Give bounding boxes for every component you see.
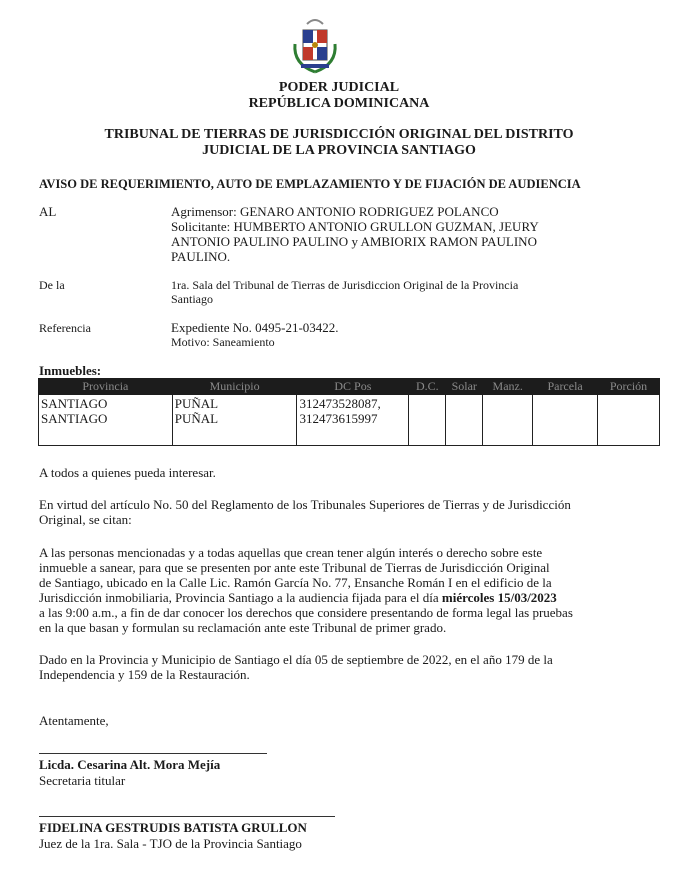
signer2-name: FIDELINA GESTRUDIS BATISTA GRULLON bbox=[39, 820, 307, 835]
al-applicant-line2: ANTONIO PAULINO PAULINO y AMBIORIX RAMON PAULINO bbox=[171, 234, 537, 249]
al-surveyor: Agrimensor: GENARO ANTONIO RODRIGUEZ POLANCO bbox=[171, 204, 499, 219]
signer2-title: Juez de la 1ra. Sala - TJO de la Provincia Santiago bbox=[39, 836, 302, 851]
summons-line4 bbox=[39, 590, 557, 605]
referencia-label: Referencia bbox=[39, 321, 91, 335]
tribunal-name-line1: TRIBUNAL DE TIERRAS DE JURISDICCIÓN ORIGINAL DEL DISTRITO bbox=[104, 127, 574, 142]
signer1-name: Licda. Cesarina Alt. Mora Mejía bbox=[39, 757, 221, 772]
closing: Atentamente, bbox=[39, 713, 109, 728]
issued-line1: Dado en la Provincia y Municipio de Santiago el día 05 de septiembre de 2022, en el año 179 de la bbox=[39, 652, 553, 667]
summons-line4-text: Jurisdicción inmobiliaria, Provincia Santiago a la audiencia fijada para el día bbox=[39, 590, 442, 605]
dela-line2: Santiago bbox=[171, 292, 213, 306]
col-header-provincia: Provincia bbox=[39, 379, 173, 395]
table-header-row bbox=[39, 379, 660, 395]
col-header-porcion: Porción bbox=[598, 379, 660, 395]
al-applicant-line1: Solicitante: HUMBERTO ANTONIO GRULLON GUZMAN, JEURY bbox=[171, 219, 539, 234]
cell-parcela bbox=[533, 395, 598, 446]
legal-basis-line2: Original, se citan: bbox=[39, 512, 132, 527]
al-applicant-line3: PAULINO. bbox=[171, 249, 231, 264]
cell-solar bbox=[446, 395, 483, 446]
col-header-manzana: Manz. bbox=[483, 379, 533, 395]
institution-name: PODER JUDICIAL bbox=[278, 80, 400, 95]
municipio-value: PUÑAL bbox=[174, 411, 219, 426]
provincia-value: SANTIAGO bbox=[41, 396, 108, 411]
inmuebles-label: Inmuebles: bbox=[39, 363, 102, 378]
col-header-municipio: Municipio bbox=[172, 379, 297, 395]
dela-line1: 1ra. Sala del Tribunal de Tierras de Jurisdiccion Original de la Provincia bbox=[171, 278, 519, 292]
summons-line5: a las 9:00 a.m., a fin de dar conocer los derechos que considere presentando de forma legal las pruebas bbox=[39, 605, 573, 620]
col-header-dc: D.C. bbox=[409, 379, 446, 395]
dcpos-value: 312473528087, bbox=[299, 396, 381, 411]
cell-manzana bbox=[483, 395, 533, 446]
dela-label: De la bbox=[39, 278, 65, 292]
summons-line3: de Santiago, ubicado en la Calle Lic. Ramón García No. 77, Ensanche Román I en el edificio de la bbox=[39, 575, 552, 590]
al-label: AL bbox=[39, 204, 57, 219]
inmuebles-table bbox=[38, 378, 660, 446]
col-header-dcpos: DC Pos bbox=[297, 379, 409, 395]
motivo: Motivo: Saneamiento bbox=[171, 335, 275, 349]
signature-line-1 bbox=[39, 753, 267, 754]
summons-line2: inmueble a sanear, para que se presenten por ante este Tribunal de Tierras de Jurisdicción Original bbox=[39, 560, 550, 575]
summons-line6: en la que basan y formulan su reclamación ante este Tribunal de primer grado. bbox=[39, 620, 447, 635]
summons-line1: A las personas mencionadas y a todas aquellas que crean tener algún interés o derecho sobre este bbox=[39, 545, 543, 560]
expediente-number: Expediente No. 0495-21-03422. bbox=[171, 320, 339, 335]
cell-municipio bbox=[172, 395, 297, 446]
hearing-date: miércoles 15/03/2023 bbox=[441, 590, 557, 605]
provincia-value: SANTIAGO bbox=[41, 411, 108, 426]
legal-basis-line1: En virtud del artículo No. 50 del Reglamento de los Tribunales Superiores de Tierras y de Jurisdicción bbox=[39, 497, 571, 512]
cell-dc bbox=[409, 395, 446, 446]
notice-title: AVISO DE REQUERIMIENTO, AUTO DE EMPLAZAMIENTO Y DE FIJACIÓN DE AUDIENCIA bbox=[39, 177, 581, 191]
issued-line2: Independencia y 159 de la Restauración. bbox=[39, 667, 250, 682]
col-header-parcela: Parcela bbox=[533, 379, 598, 395]
cell-porcion bbox=[598, 395, 660, 446]
signature-line-2 bbox=[39, 816, 335, 817]
cell-dcpos bbox=[297, 395, 409, 446]
salutation: A todos a quienes pueda interesar. bbox=[39, 465, 216, 480]
dcpos-value: 312473615997 bbox=[299, 411, 378, 426]
cell-provincia bbox=[39, 395, 173, 446]
table-row bbox=[39, 395, 660, 446]
signer1-title: Secretaria titular bbox=[39, 773, 126, 788]
coat-of-arms-seal bbox=[285, 14, 345, 76]
country-name: REPÚBLICA DOMINICANA bbox=[248, 96, 430, 111]
tribunal-name-line2: JUDICIAL DE LA PROVINCIA SANTIAGO bbox=[202, 143, 476, 158]
col-header-solar: Solar bbox=[446, 379, 483, 395]
municipio-value: PUÑAL bbox=[174, 396, 219, 411]
